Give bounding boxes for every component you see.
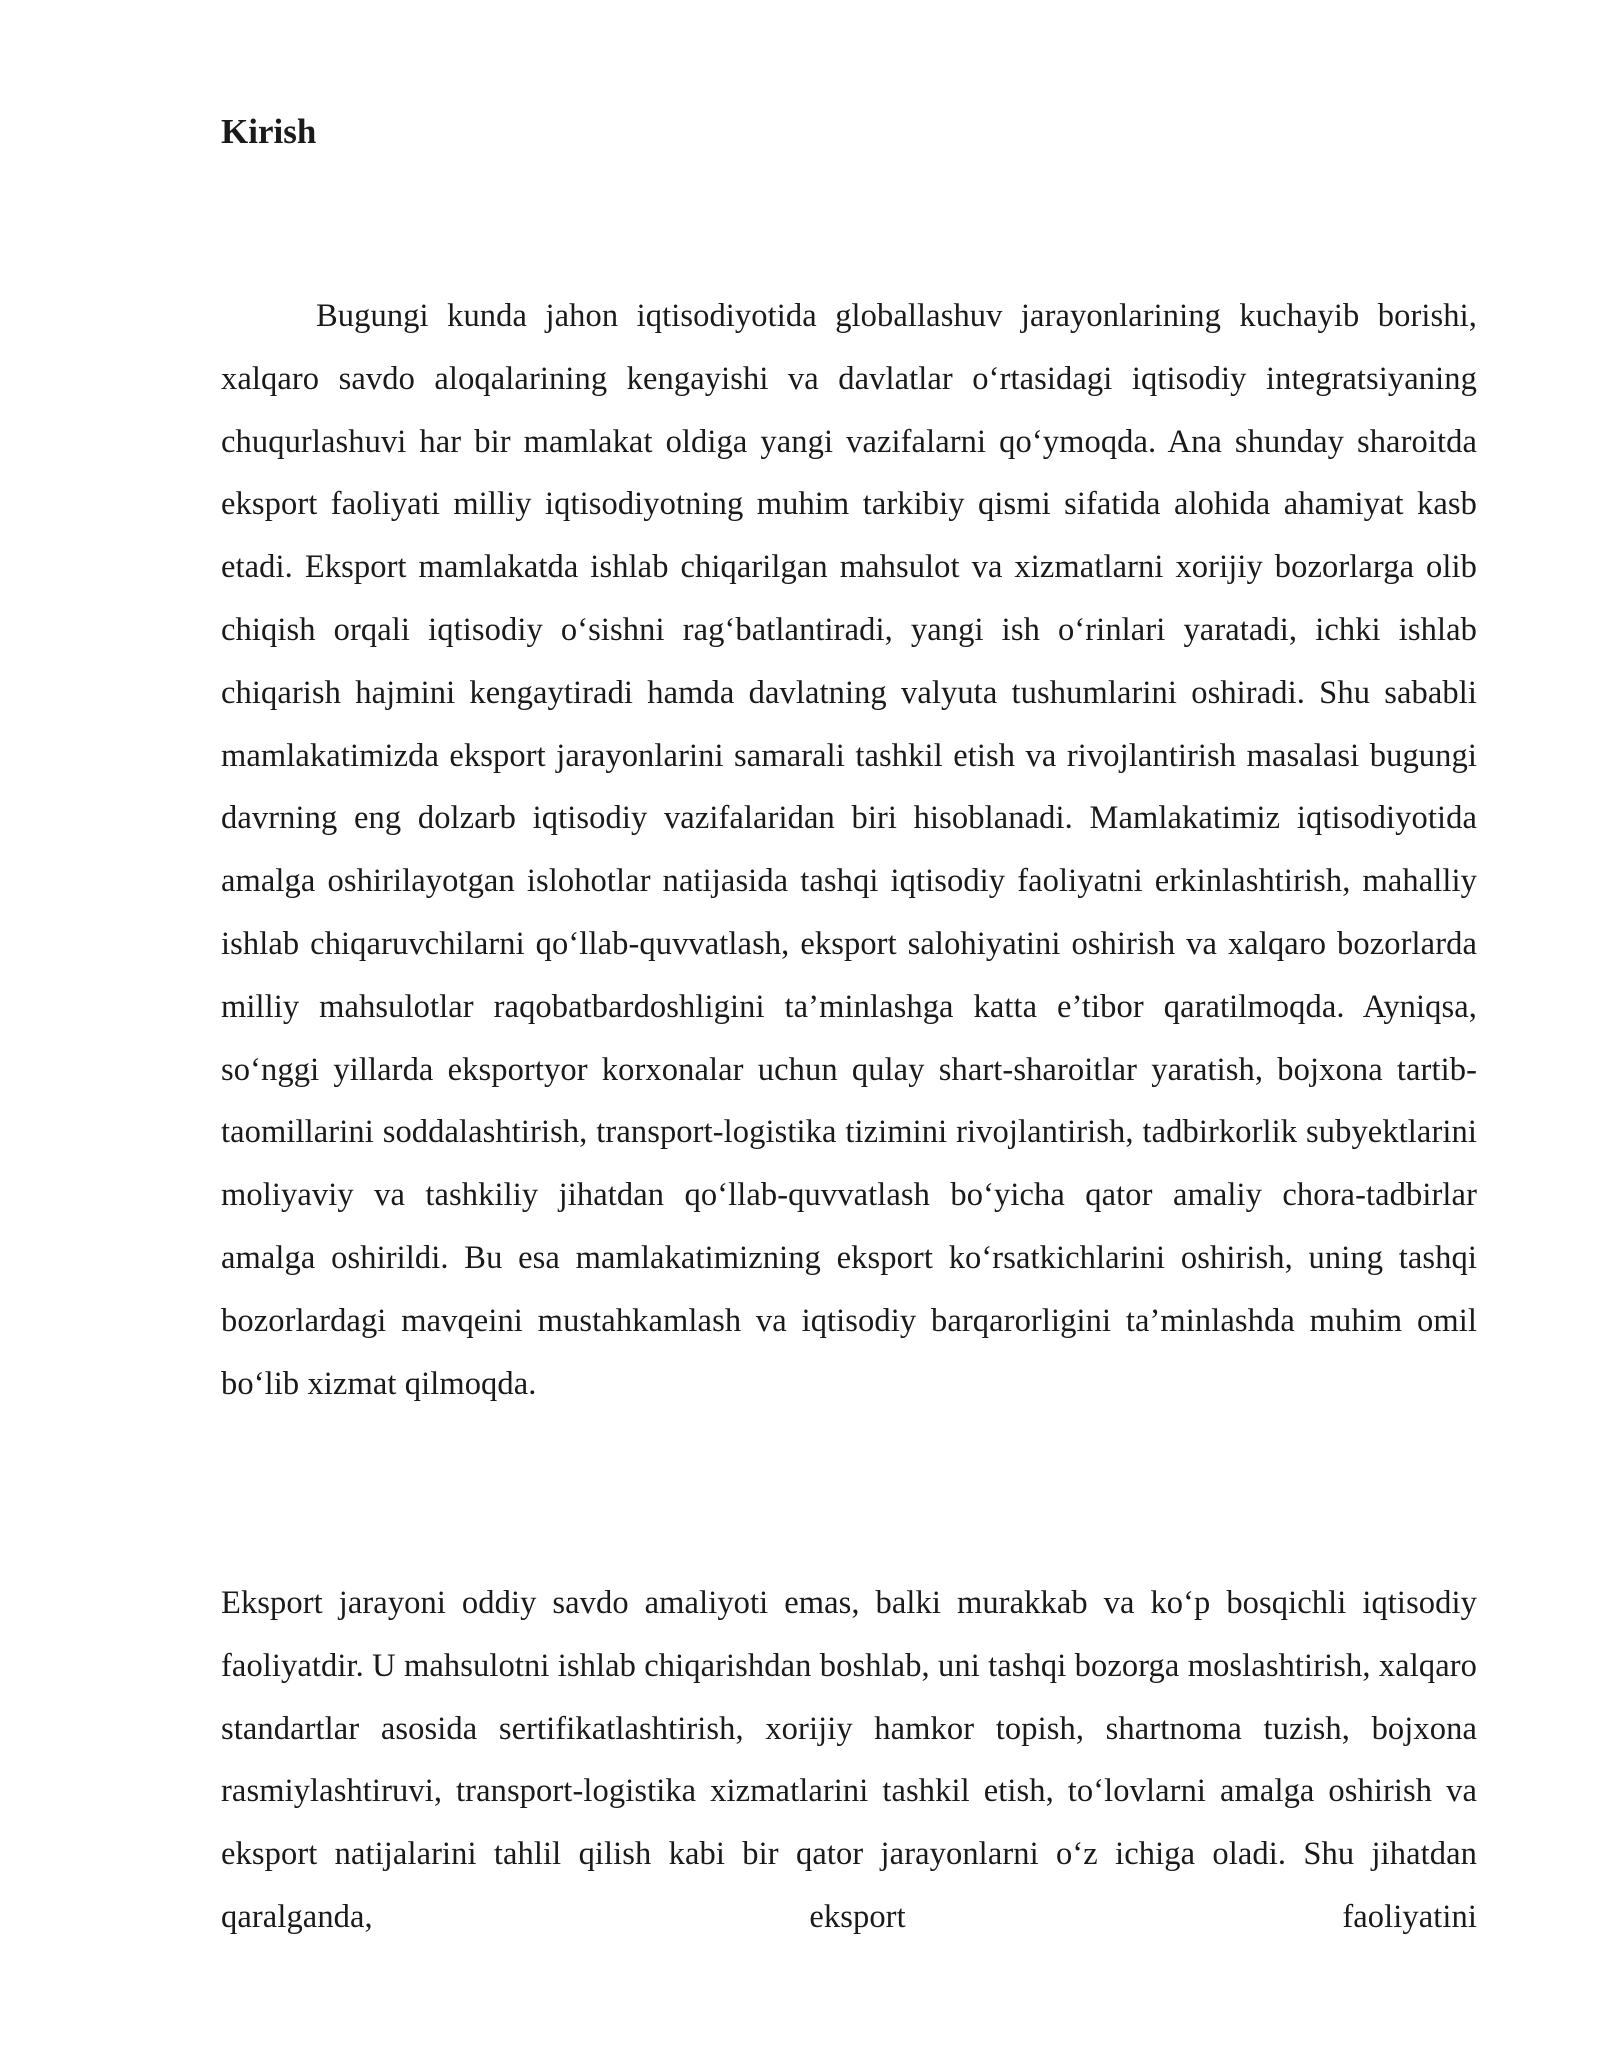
paragraph-intro: Bugungi kunda jahon iqtisodiyotida globallashuv jarayonlarining kuchayib borishi, xalqaro savdo aloqalarining kengayishi va davlatlar o‘rtasidagi iqtisodiy integratsiyaning chuqurlashuvi har bir mamlakat oldiga yangi vazifalarni qo‘ymoqda. Ana shunday sharoitda eksport faoliyati milliy iqtisodiyotning muhim tarkibiy qismi sifatida alohida ahamiyat kasb etadi. Eksport mamlakatda ishlab chiqarilgan mahsulot va xizmatlarni xorijiy bozorlarga olib chiqish orqali iqtisodiy o‘sishni rag‘batlantiradi, yangi ish o‘rinlari yaratadi, ichki ishlab chiqarish hajmini kengaytiradi hamda davlatning valyuta tushumlarini oshiradi. Shu sababli mamlakatimizda eksport jarayonlarini samarali tashkil etish va rivojlantirish masalasi bugungi davrning eng dolzarb iqtisodiy vazifalaridan biri hisoblanadi. Mamlakatimiz iqtisodiyotida amalga oshirilayotgan islohotlar natijasida tashqi iqtisodiy faoliyatni erkinlashtirish, mahalliy ishlab chiqaruvchilarni qo‘llab-quvvatlash, eksport salohiyatini oshirish va xalqaro bozorlarda milliy mahsulotlar raqobatbardoshligini ta’minlashga katta e’tibor qaratilmoqda. Ayniqsa, so‘nggi yillarda eksportyor korxonalar uchun qulay shart-sharoitlar yaratish, bojxona tartib-taomillarini soddalashtirish, transport-logistika tizimini rivojlantirish, tadbirkorlik subyektlarini moliyaviy va tashkiliy jihatdan qo‘llab-quvvatlash bo‘yicha qator amaliy chora-tadbirlar amalga oshirildi. Bu esa mamlakatimizning eksport ko‘rsatkichlarini oshirish, uning tashqi bozorlardagi mavqeini mustahkamlash va iqtisodiy barqarorligini ta’minlashda muhim omil bo‘lib xizmat qilmoqda. xyxy=(221,298,1477,1402)
paragraph-export-process: Eksport jarayoni oddiy savdo amaliyoti emas, balki murakkab va ko‘p bosqichli iqtisodiy faoliyatdir. U mahsulotni ishlab chiqarishdan boshlab, uni tashqi bozorga moslashtirish, xalqaro standartlar asosida sertifikatlashtirish, xorijiy hamkor topish, shartnoma tuzish, bojxona rasmiylashtiruvi, transport-logistika xizmatlarini tashkil etish, to‘lovlarni amalga oshirish va eksport natijalarini tahlil qilish kabi bir qator jarayonlarni o‘z ichiga oladi. Shu jihatdan qaralganda, eksport faoliyatini xyxy=(221,1585,1477,1935)
section-heading: Kirish xyxy=(221,112,317,151)
